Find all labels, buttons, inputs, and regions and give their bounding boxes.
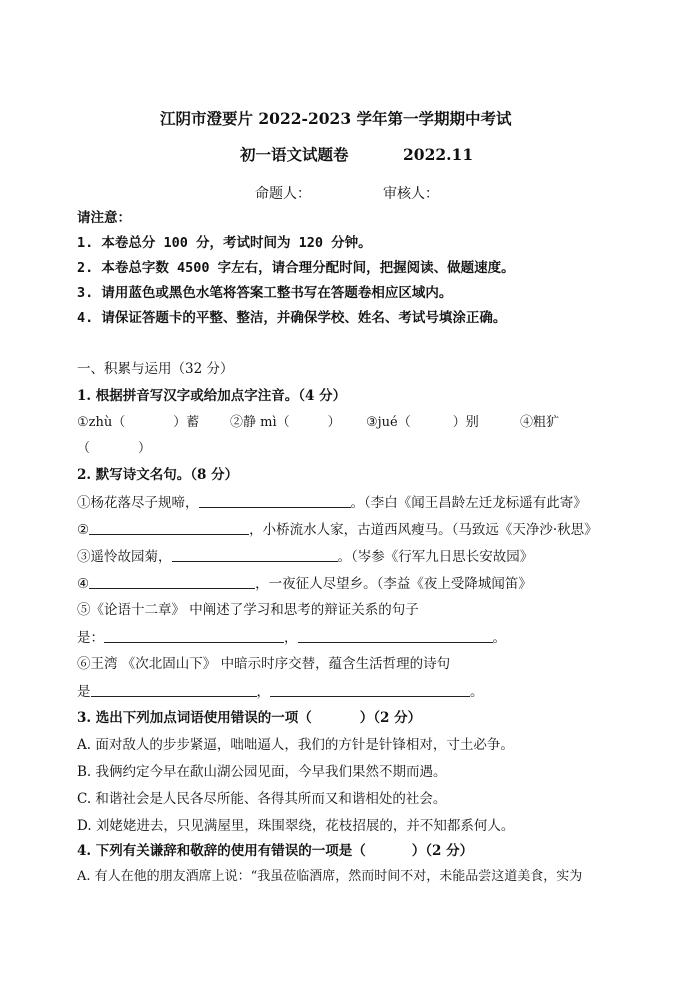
q1-part-2: ②静 mì（ ）: [230, 415, 341, 430]
reviewer-label: 审核人：: [383, 186, 439, 202]
question-1-stem: 1. 根据拼音写汉字或给加点字注音。（4 分）: [77, 388, 347, 404]
question-3-stem: 3. 选出下列加点词语使用错误的一项（ ）（2 分）: [77, 710, 422, 726]
notice-item: 1. 本卷总分 100 分，考试时间为 120 分钟。: [77, 235, 372, 251]
q2-line-1: ①杨花落尽子规啼， 。（李白《闻王昌龄左迁龙标遥有此寄》: [77, 495, 587, 511]
notice-item: 3. 请用蓝色或黑色水笔将答案工整书写在答题卷相应区域内。: [77, 285, 453, 301]
answer-blank[interactable]: [172, 547, 338, 562]
q2-line-6-answer: 是 ， 。: [77, 684, 484, 700]
answer-blank[interactable]: [91, 682, 257, 697]
q2-line-5-answer: 是： ， 。: [77, 630, 506, 646]
answer-blank[interactable]: [270, 682, 470, 697]
setter-label: 命题人：: [255, 186, 311, 202]
q2-line-2: ② ，小桥流水人家，古道西风瘦马。（马致远《天净沙·秋思》: [77, 522, 598, 538]
q1-part-4-answer: （ ）: [77, 441, 152, 456]
section-heading: 一、积累与运用（32 分）: [77, 361, 234, 377]
exam-subtitle: 初一语文试题卷: [240, 145, 349, 164]
q3-option-b: B. 我俩约定今早在歃山湖公园见面，今早我们果然不期而遇。: [77, 764, 447, 780]
q1-part-3: ③jué（ ）别: [366, 415, 479, 430]
q1-part-1: ①zhù（ ）蓄: [77, 415, 200, 430]
notice-item: 4. 请保证答题卡的平整、整洁，并确保学校、姓名、考试号填涂正确。: [77, 310, 507, 326]
exam-title: 江阴市澄要片 2022-2023 学年第一学期期中考试: [160, 109, 512, 128]
notice-heading: 请注意：: [77, 210, 131, 226]
answer-blank[interactable]: [104, 628, 284, 643]
answer-blank[interactable]: [199, 493, 351, 508]
q3-option-c: C. 和谐社会是人民各尽所能、各得其所而又和谐相处的社会。: [77, 791, 447, 807]
q2-line-5: ⑤《论语十二章》 中阐述了学习和思考的辩证关系的句子: [77, 602, 419, 618]
q2-line-6: ⑥王湾 《次北固山下》 中暗示时序交替，蕴含生活哲理的诗句: [77, 656, 451, 672]
answer-blank[interactable]: [89, 574, 255, 589]
q3-option-a: A. 面对敌人的步步紧逼，咄咄逼人，我们的方针是针锋相对，寸土必争。: [77, 737, 514, 753]
notice-item: 2. 本卷总字数 4500 字左右，请合理分配时间，把握阅读、做题速度。: [77, 260, 515, 276]
exam-date: 2022.11: [403, 145, 474, 164]
answer-blank[interactable]: [298, 628, 493, 643]
question-4-stem: 4. 下列有关谦辞和敬辞的使用有错误的一项是（ ）（2 分）: [77, 843, 474, 859]
q4-option-a: A. 有人在他的朋友酒席上说：“我虽莅临酒席，然而时间不对，未能品尝这道美食，实为: [77, 869, 583, 884]
q2-line-3: ③遥怜故园菊， 。（岑参《行军九日思长安故园》: [77, 549, 534, 565]
answer-blank[interactable]: [89, 520, 249, 535]
q3-option-d: D. 刘姥姥进去，只见满屋里，珠围翠绕，花枝招展的，并不知都系何人。: [77, 818, 515, 834]
question-2-stem: 2. 默写诗文名句。（8 分）: [77, 467, 239, 483]
q1-part-4: ④粗犷: [520, 415, 560, 430]
q2-line-4: ④ ，一夜征人尽望乡。（李益《夜上受降城闻笛》: [77, 576, 532, 592]
